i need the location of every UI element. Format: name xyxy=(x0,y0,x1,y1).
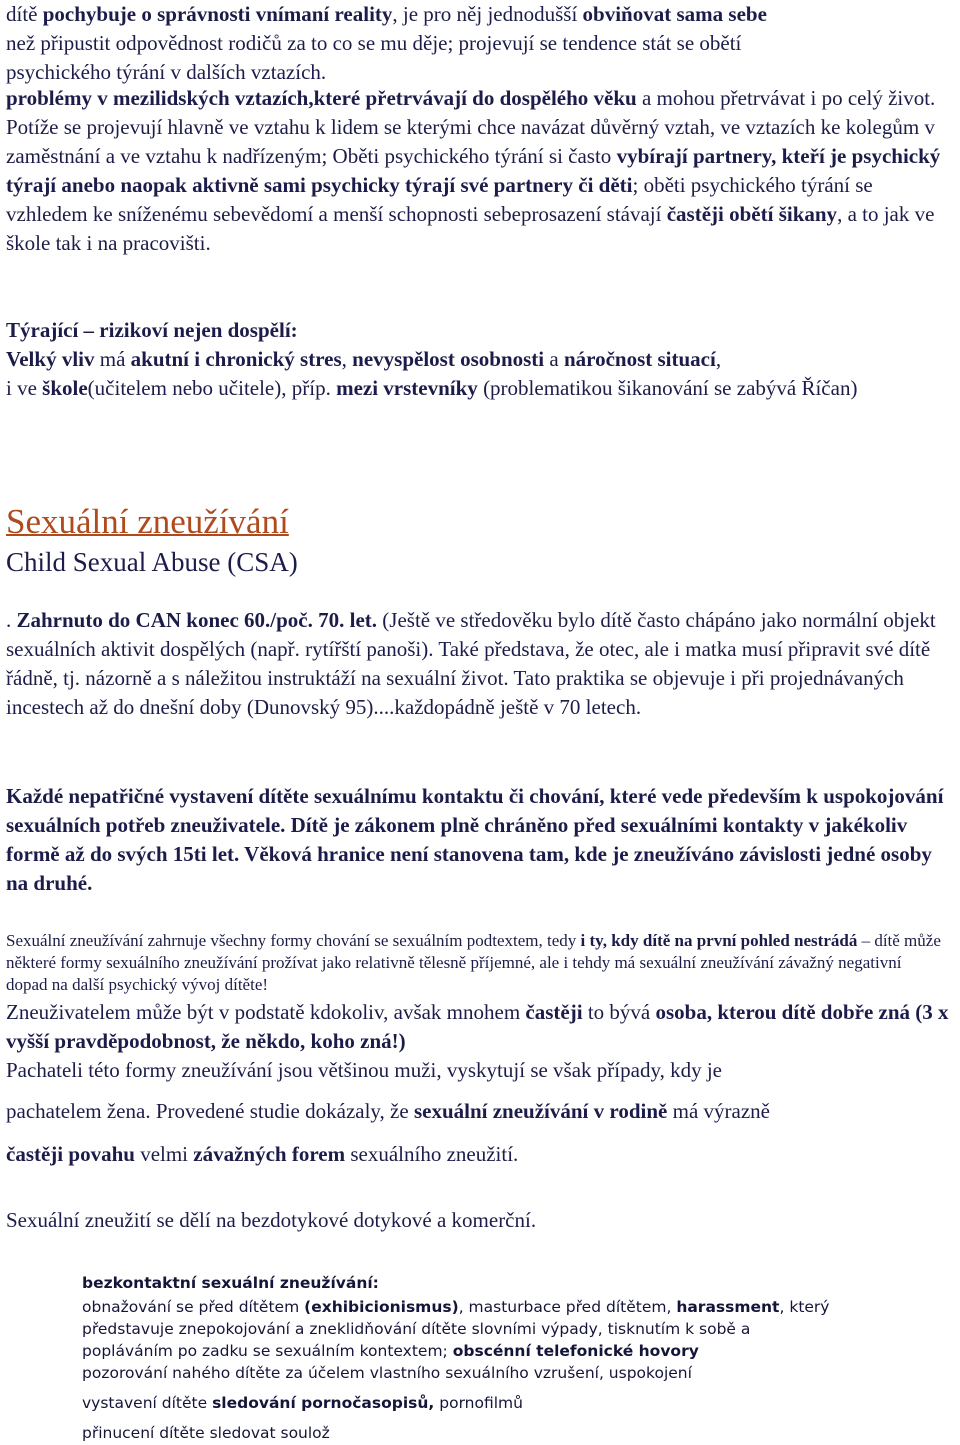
bold-run: osoba, kterou dítě dobře zná (3 x vyšší pravděpodobnost, že někdo, koho zná!) xyxy=(6,1000,949,1053)
bold-run: závažných forem xyxy=(193,1142,346,1166)
paragraph-perpetrators xyxy=(6,998,950,1085)
text-run: Zneuživatelem může být v podstatě kdokoliv, avšak mnohem xyxy=(6,1000,526,1024)
text-run: , který xyxy=(779,1298,830,1316)
bold-run: (exhibicionismus) xyxy=(304,1298,459,1316)
bold-run: Zahrnuto do CAN konec 60./poč. 70. let. xyxy=(16,608,378,632)
bold-run: obscénní telefonické hovory xyxy=(452,1342,699,1360)
text-run: a xyxy=(544,347,564,371)
list-heading: bezkontaktní sexuální zneužívání: xyxy=(82,1274,379,1292)
bold-run: sledování pornočasopisů, xyxy=(212,1394,435,1412)
paragraph-scope xyxy=(6,930,946,996)
text-line: Pachateli této formy zneužívání jsou většinou muži, vyskytují se však případy, kdy je xyxy=(6,1058,722,1082)
text-run: . xyxy=(6,608,17,632)
text-run: (učitelem nebo učitele), příp. xyxy=(87,376,337,400)
bold-run: častěji xyxy=(525,1000,583,1024)
text-run: pornofilmů xyxy=(434,1394,523,1412)
paragraph-definition xyxy=(6,782,946,898)
bold-run: častěji obětí šikany xyxy=(666,202,838,226)
bold-run: i ty, kdy dítě na první pohled nestrádá xyxy=(580,931,858,950)
bold-run: náročnost situací xyxy=(563,347,716,371)
bold-run: Velký vliv xyxy=(6,347,95,371)
bold-run: nevyspělost osobnosti xyxy=(352,347,545,371)
text-run: (problematikou šikanování se zabývá Říčan) xyxy=(477,376,858,400)
paragraph-abusers xyxy=(6,316,956,403)
bold-run: harassment xyxy=(676,1298,780,1316)
text-run: velmi xyxy=(134,1142,194,1166)
text-run: ; oběti psychického týrání se vzhledem ke sníženému sebevědomí a menší schopnosti sebeprosazení stávají xyxy=(6,173,873,226)
bold-run: sexuální zneužívání v rodině xyxy=(413,1099,668,1123)
text-run: (Ještě ve středověku bylo dítě často chápáno jako normální objekt sexuálních aktivit dospělých (např. rytířští panoši). Také představa, že otec, ale i matka musí připravit své dítě řádně, tj. názorně a s náležitou instruktáží na sexuální život. Tato praktika se objevuje i při projednávaných incestech až do dnešní doby (Dunovský 95)....každopádně ještě v 70 letech. xyxy=(6,608,936,719)
section-heading: Týrající – rizikoví nejen dospělí: xyxy=(6,318,298,342)
text-run: to bývá xyxy=(582,1000,656,1024)
paragraph-relationships xyxy=(6,84,956,258)
text-run: popláváním po zadku se sexuálním kontextem; xyxy=(82,1342,453,1360)
text-run: , masturbace před dítětem, xyxy=(458,1298,677,1316)
text-run: pachatelem žena. Provedené studie dokázaly, že xyxy=(6,1099,414,1123)
text-run: dítě xyxy=(6,2,43,26)
list-line: přinucení dítěte sledovat soulož xyxy=(82,1424,330,1442)
text-line: psychického týrání v dalších vztazích. xyxy=(6,60,327,84)
text-run: má xyxy=(94,347,131,371)
text-run: , xyxy=(715,347,722,371)
bold-run: akutní i chronický stres xyxy=(130,347,342,371)
bold-run: vybírají partnery, kteří je psychický týrají anebo naopak aktivně sami psychicky týrají své partnery či děti xyxy=(6,144,941,197)
text-run: má výrazně xyxy=(667,1099,770,1123)
bold-run: obviňovat sama sebe xyxy=(582,2,767,26)
text-line: než připustit odpovědnost rodičů za to co se mu děje; projevují se tendence stát se obětí xyxy=(6,31,742,55)
paragraph-categories xyxy=(6,1205,956,1235)
page-title: Sexuální zneužívání xyxy=(6,502,289,541)
bold-run: pochybuje o správnosti vnímaní reality xyxy=(42,2,393,26)
list-line: pozorování nahého dítěte za účelem vlastního sexuálního vzrušení, uspokojení xyxy=(82,1364,692,1382)
text-run: sexuálního zneužití. xyxy=(345,1142,519,1166)
page-subtitle: Child Sexual Abuse (CSA) xyxy=(6,547,298,577)
bold-run: častěji povahu xyxy=(6,1142,135,1166)
bold-run: Každé nepatřičné vystavení dítěte sexuálnímu kontaktu či chování, které vede především k uspokojování sexuálních potřeb zneuživatele. Dítě je zákonem plně chráněno před sexuálními kontakty v jakékoliv formě až do svých 15ti let. Věková hranice není stanovena tam, kde je zneužíváno závislosti jedné osoby na druhé. xyxy=(6,784,944,895)
text-run: , a to jak ve škole tak i na pracovišti. xyxy=(6,202,935,255)
text-run: – dítě může některé formy sexuálního zneužívání prožívat jako relativně tělesně příjemné, ale i tehdy má sexuální zneužívání závažný negativní dopad na další psychický vývoj dítěte! xyxy=(6,931,941,994)
paragraph-history xyxy=(6,606,956,722)
text-run: Sexuální zneužívání zahrnuje všechny formy chování se sexuálním podtextem, tedy xyxy=(6,931,581,950)
paragraph-reality xyxy=(6,0,956,87)
bold-run: škole xyxy=(42,376,88,400)
text-run: obnažování se před dítětem xyxy=(82,1298,305,1316)
non-contact-abuse-list xyxy=(82,1272,956,1444)
list-line: představuje znepokojování a zneklidňování dítěte slovními výpady, tisknutím k sobě a xyxy=(82,1320,751,1338)
text-run: i ve xyxy=(6,376,43,400)
text-run: , je pro něj jednodušší xyxy=(392,2,583,26)
text-run: vystavení dítěte xyxy=(82,1394,213,1412)
text-run: a mohou přetrvávat i po celý život. Potíže se projevují hlavně ve vztahu k lidem se kterými chce navázat důvěrný vztah, ve vztazích ke kolegům v zaměstnání a ve vztahu k nadřízeným; Oběti psychického týrání si často xyxy=(6,86,936,168)
text-run: Sexuální zneužití se dělí na bezdotykové dotykové a komerční. xyxy=(6,1208,537,1232)
paragraph-family xyxy=(6,1095,956,1171)
text-run: , xyxy=(341,347,353,371)
bold-run: problémy v mezilidských vztazích,které přetrvávají do dospělého věku xyxy=(6,86,637,110)
bold-run: mezi vrstevníky xyxy=(336,376,478,400)
